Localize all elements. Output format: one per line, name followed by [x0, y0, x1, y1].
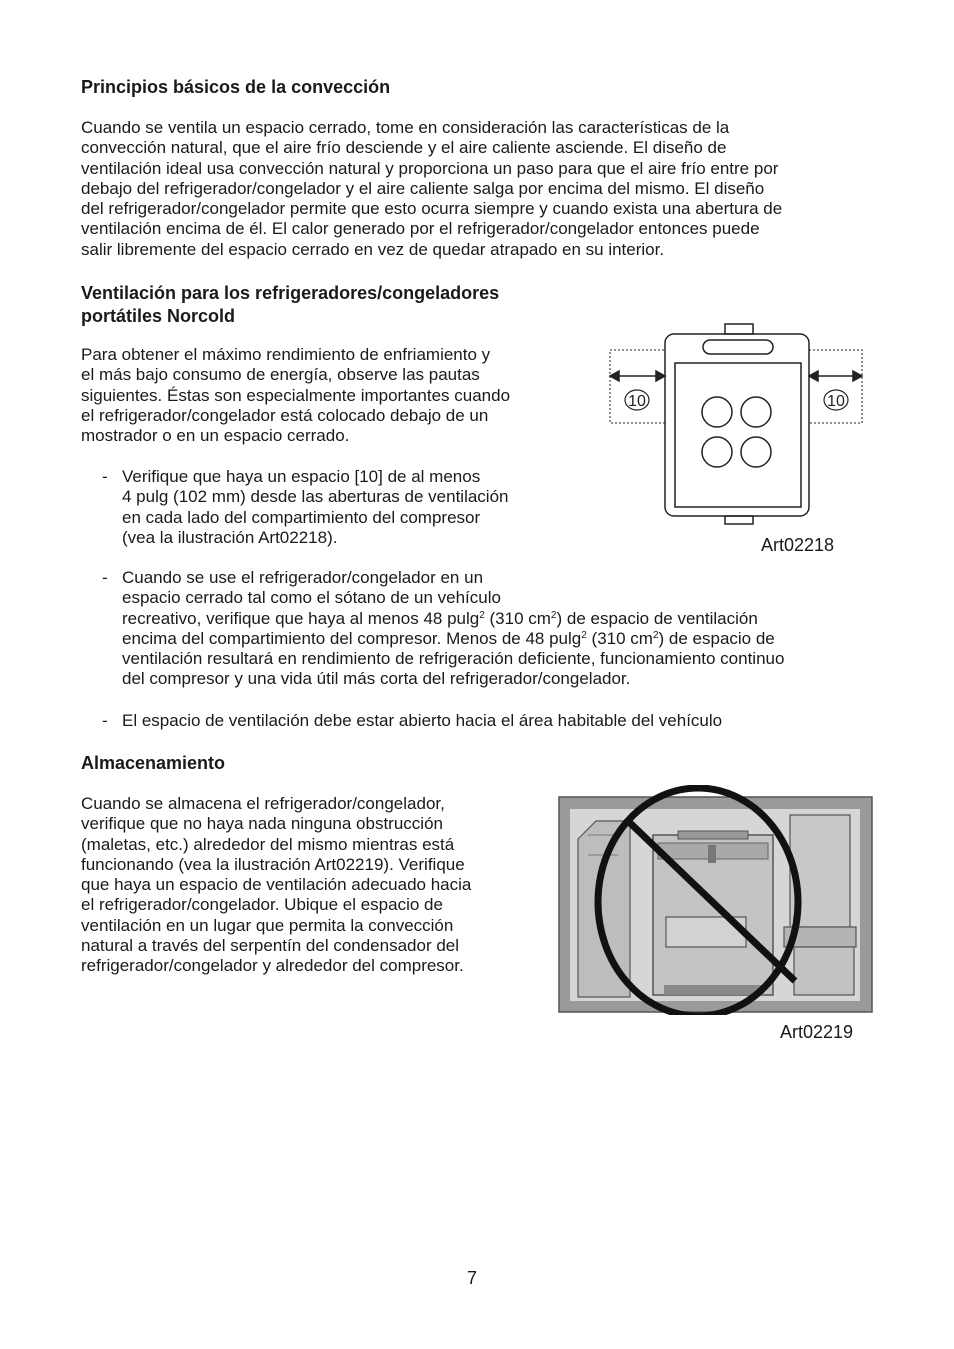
superscript: 2	[581, 629, 587, 641]
fridge-latch	[678, 831, 748, 839]
left-clearance-zone	[610, 350, 665, 423]
paragraph-line: ventilación ideal usa convección natural y proporciona un paso para que el aire frío entre por	[81, 158, 779, 178]
section-title-storage: Almacenamiento	[81, 753, 226, 773]
paragraph-line: debajo del refrigerador/congelador y el aire caliente salga por encima del mismo. El diseño	[81, 178, 765, 198]
vent-circle	[741, 397, 771, 427]
callout-label-left: 10	[628, 393, 646, 410]
bullet-line: en cada lado del compartimiento del compresor	[122, 507, 481, 527]
convection-paragraph	[81, 118, 881, 260]
callout-label-right: 10	[827, 393, 845, 410]
bullet-line: espacio cerrado tal como el sótano de un vehículo	[122, 588, 501, 608]
bottom-latch	[725, 516, 753, 524]
cabinet-lower	[794, 947, 854, 995]
bullet-line: 4 pulg (102 mm) desde las aberturas de ventilación	[122, 487, 509, 507]
paragraph-line: Cuando se ventila un espacio cerrado, tome en consideración las características de la	[81, 118, 730, 137]
paragraph-line: verifique que no haya nada ninguna obstrucción	[81, 814, 443, 834]
bullet-dash: -	[102, 467, 108, 486]
paragraph-line: el más bajo consumo de energía, observe las pautas	[81, 365, 480, 385]
bullet-line: ventilación resultará en rendimiento de refrigeración deficiente, funcionamiento continuo	[122, 649, 785, 669]
paragraph-line: (maletas, etc.) alrededor del mismo mientras está	[81, 834, 455, 854]
paragraph-line: refrigerador/congelador y alrededor del compresor.	[81, 956, 464, 976]
paragraph-line: Para obtener el máximo rendimiento de enfriamiento y	[81, 345, 491, 364]
bullet-line: El espacio de ventilación debe estar abierto hacia el área habitable del vehículo	[122, 711, 723, 730]
arrow-head	[656, 371, 665, 381]
fridge-handle	[708, 845, 716, 863]
arrow-head	[853, 371, 862, 381]
bullet-line	[122, 609, 912, 629]
storage-prohibited-illustration	[558, 785, 874, 1015]
vent-circle	[702, 437, 732, 467]
superscript: 2	[550, 609, 557, 621]
paragraph-line: mostrador o en un espacio cerrado.	[81, 426, 350, 446]
vent-circle	[702, 397, 732, 427]
ventilation-intro	[81, 345, 581, 446]
bullet-line: Verifique que haya un espacio [10] de al menos	[122, 467, 481, 486]
title-line: portátiles Norcold	[81, 306, 236, 326]
bullet-dash: -	[102, 568, 108, 587]
title-line: Ventilación para los refrigeradores/congeladores	[81, 283, 500, 303]
bullet-item-spacing	[102, 467, 582, 548]
text-fragment: ) de espacio de ventilación	[556, 608, 758, 628]
bullet-line	[122, 629, 912, 649]
fridge-base	[664, 985, 764, 995]
right-clearance-zone	[809, 350, 862, 423]
text-fragment: encima del compartimiento del compresor. Menos de 48 pulg	[122, 628, 582, 648]
bullet-item-enclosed-space	[102, 568, 912, 690]
paragraph-line: ventilación encima de él. El calor generado por el refrigerador/congelador entonces puede	[81, 219, 760, 239]
page-number: 7	[467, 1268, 478, 1288]
section-title-convection: Principios básicos de la convección	[81, 77, 391, 97]
handle-slot	[703, 340, 773, 354]
paragraph-line: funcionando (vea la ilustración Art02219). Verifique	[81, 854, 465, 874]
text-fragment: (310 cm	[484, 608, 551, 628]
vent-circle	[741, 437, 771, 467]
paragraph-line: salir libremente del espacio cerrado en vez de quedar atrapado en su interior.	[81, 239, 665, 259]
superscript: 2	[652, 629, 659, 641]
bullet-line: del compresor y una vida útil más corta del refrigerador/congelador.	[122, 669, 631, 689]
arrow-head	[809, 371, 818, 381]
storage-paragraph	[81, 794, 541, 977]
bullet-item-open-to-living-area	[102, 711, 912, 731]
bullet-line: Cuando se use el refrigerador/congelador en un	[122, 568, 484, 587]
paragraph-line: el refrigerador/congelador. Ubique el espacio de	[81, 895, 443, 915]
paragraph-line: el refrigerador/congelador está colocado debajo de un	[81, 405, 489, 425]
fridge-outline	[665, 334, 809, 516]
paragraph-line: del refrigerador/congelador permite que esto ocurra siempre y cuando exista una abertura de	[81, 199, 783, 219]
paragraph-line: siguientes. Éstas son especialmente importantes cuando	[81, 385, 511, 405]
text-fragment: (310 cm	[586, 628, 653, 648]
figure-caption-art02219: Art02219	[780, 1022, 854, 1042]
arrow-head	[610, 371, 619, 381]
paragraph-line: convección natural, que el aire frío desciende y el aire caliente asciende. El diseño de	[81, 138, 727, 158]
paragraph-line: ventilación en un lugar que permita la convección	[81, 915, 454, 935]
bullet-dash: -	[102, 711, 108, 730]
figure-caption-art02218: Art02218	[761, 535, 835, 555]
paragraph-line: que haya un espacio de ventilación adecuado hacia	[81, 875, 472, 895]
superscript: 2	[479, 609, 485, 621]
paragraph-line: natural a través del serpentín del condensador del	[81, 936, 460, 956]
fridge-inner-panel	[675, 363, 801, 507]
text-fragment: ) de espacio de	[658, 628, 775, 648]
paragraph-line: Cuando se almacena el refrigerador/congelador,	[81, 794, 445, 813]
text-fragment: recreativo, verifique que haya al menos 48 pulg	[122, 608, 480, 628]
fridge-ventilation-diagram	[605, 320, 870, 530]
bullet-line: (vea la ilustración Art02218).	[122, 527, 338, 547]
top-latch	[725, 324, 753, 334]
section-title-ventilation	[81, 282, 499, 328]
